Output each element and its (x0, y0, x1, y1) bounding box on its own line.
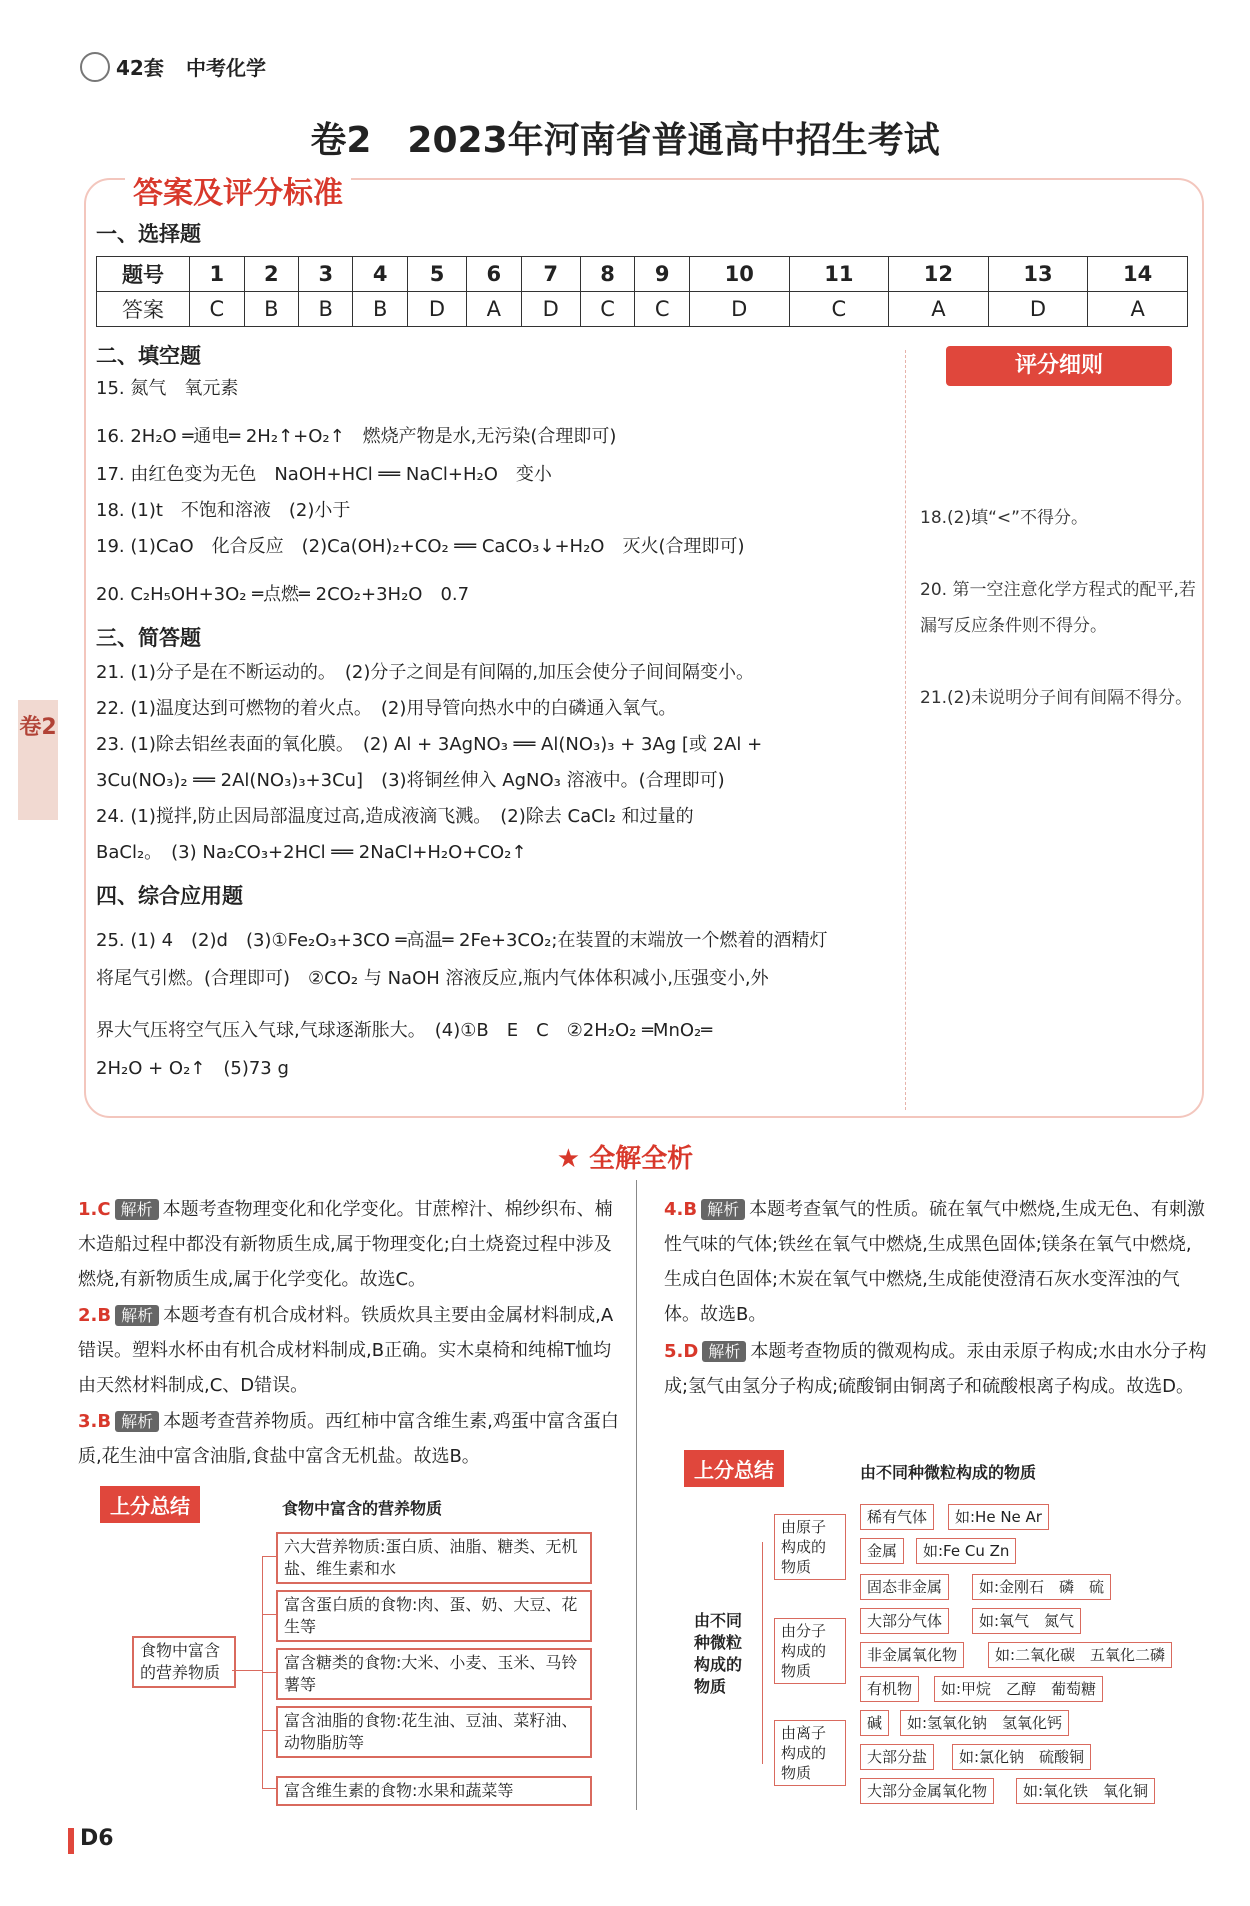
answer-line: 21. (1)分子是在不断运动的。 (2)分子之间是有间隔的,加压会使分子间间隔变小。 (96, 662, 755, 683)
mindmap-leaf: 如:甲烷 乙醇 葡萄糖 (934, 1676, 1103, 1702)
mindmap-leaf: 金属 (860, 1538, 904, 1564)
table-label: 题号 (97, 257, 190, 292)
section-choice: 一、选择题 (96, 222, 201, 246)
header-subject: 中考化学 (186, 56, 266, 80)
answer-line: 界大气压将空气压入气球,气球逐渐胀大。 (4)①B E C ②2H₂O₂ ═MnO₂═ (96, 1020, 713, 1041)
mindmap-leaf: 大部分气体 (860, 1608, 949, 1634)
mindmap-root: 食物中富含的营养物质 (132, 1636, 236, 1688)
section-short: 三、简答题 (96, 626, 201, 650)
analysis-title: ★ 全解全析 (556, 1144, 694, 1174)
mindmap-leaf: 碱 (860, 1710, 889, 1736)
page-title: 卷2 2023年河南省普通高中招生考试 (310, 120, 940, 161)
answer-line: 25. (1) 4 (2)d (3)①Fe₂O₃+3CO ═高温═ 2Fe+3CO₂;在装置的末端放一个燃着的酒精灯 (96, 930, 828, 951)
analysis-item: 5.D 解析 本题考查物质的微观构成。汞由汞原子构成;水由水分子构成;氢气由氢分子构成;硫酸铜由铜离子和硫酸根离子构成。故选D。 (664, 1341, 1207, 1397)
mindmap-leaf: 如:He Ne Ar (948, 1504, 1049, 1530)
mindmap-leaf: 如:氧气 氮气 (972, 1608, 1081, 1634)
answer-line: 16. 2H₂O ═通电═ 2H₂↑+O₂↑ 燃烧产物是水,无污染(合理即可) (96, 426, 617, 447)
answer-line: 17. 由红色变为无色 NaOH+HCl ══ NaCl+H₂O 变小 (96, 464, 552, 485)
table-row: 题号 1 2 3 4 5 6 7 8 9 10 11 12 13 14 (97, 257, 1188, 292)
mindmap-group: 由分子构成的物质 (774, 1618, 846, 1684)
answer-line: 23. (1)除去铝丝表面的氧化膜。 (2) Al + 3AgNO₃ ══ Al(NO₃)₃ + 3Ag [或 2Al + (96, 734, 763, 755)
analysis-item: 3.B 解析 本题考查营养物质。西红柿中富含维生素,鸡蛋中富含蛋白质,花生油中富含油脂,食盐中富含无机盐。故选B。 (78, 1411, 619, 1467)
answers-title: 答案及评分标准 (125, 168, 351, 212)
mindmap-leaf: 如:Fe Cu Zn (916, 1538, 1016, 1564)
mindmap-leaf: 稀有气体 (860, 1504, 934, 1530)
mindmap-node: 富含维生素的食物:水果和蔬菜等 (276, 1776, 592, 1806)
scoring-note: 20. 第一空注意化学方程式的配平,若漏写反应条件则不得分。 (920, 580, 1196, 636)
mindmap-node: 六大营养物质:蛋白质、油脂、糖类、无机盐、维生素和水 (276, 1532, 592, 1584)
answer-line: 将尾气引燃。(合理即可) ②CO₂ 与 NaOH 溶液反应,瓶内气体体积减小,压强变小,外 (96, 968, 769, 989)
section-fill: 二、填空题 (96, 344, 201, 368)
mindmap-title: 由不同种微粒构成的物质 (860, 1463, 1037, 1482)
star-icon: ★ (556, 1144, 590, 1174)
column-divider (905, 350, 906, 1110)
mindmap-node: 富含蛋白质的食物:肉、蛋、奶、大豆、花生等 (276, 1590, 592, 1642)
section-comprehensive: 四、综合应用题 (96, 884, 243, 908)
mindmap-leaf: 非金属氧化物 (860, 1642, 964, 1668)
table-row: 答案 C B B B D A D C C D C A D A (97, 292, 1188, 327)
answer-line: 15. 氮气 氧元素 (96, 378, 239, 399)
book-logo-icon (80, 52, 110, 82)
table-label: 答案 (97, 292, 190, 327)
mindmap-group: 由离子构成的物质 (774, 1720, 846, 1786)
mindmap-leaf: 如:氧化铁 氧化铜 (1016, 1778, 1155, 1804)
mindmap-root: 由不同种微粒构成的物质 (694, 1611, 743, 1696)
mindmap-leaf: 有机物 (860, 1676, 919, 1702)
mindmap-title: 食物中富含的营养物质 (282, 1499, 443, 1518)
mindmap-leaf: 如:氯化钠 硫酸铜 (952, 1744, 1091, 1770)
mindmap-leaf: 固态非金属 (860, 1574, 949, 1600)
mindmap-node: 富含油脂的食物:花生油、豆油、菜籽油、动物脂肪等 (276, 1706, 592, 1758)
mindmap-node: 富含糖类的食物:大米、小麦、玉米、马铃薯等 (276, 1648, 592, 1700)
answer-line: 18. (1)t 不饱和溶液 (2)小于 (96, 500, 351, 521)
answer-line: 24. (1)搅拌,防止因局部温度过高,造成液滴飞溅。 (2)除去 CaCl₂ 和过量的 (96, 806, 694, 827)
summary-tag: 上分总结 (100, 1486, 200, 1523)
mindmap-leaf: 如:氢氧化钠 氢氧化钙 (900, 1710, 1069, 1736)
answer-line: 22. (1)温度达到可燃物的着火点。 (2)用导管向热水中的白磷通入氧气。 (96, 698, 677, 719)
analysis-item: 1.C 解析 本题考查物理变化和化学变化。甘蔗榨汁、棉纱织布、楠木造船过程中都没有新物质生成,属于物理变化;白土烧瓷过程中涉及燃烧,有新物质生成,属于化学变化。故选C。 (78, 1199, 613, 1290)
answer-line: 20. C₂H₅OH+3O₂ ═点燃═ 2CO₂+3H₂O 0.7 (96, 584, 470, 605)
answer-line: BaCl₂。 (3) Na₂CO₃+2HCl ══ 2NaCl+H₂O+CO₂↑ (96, 842, 527, 863)
answer-line: 2H₂O + O₂↑ (5)73 g (96, 1058, 289, 1079)
mindmap-leaf: 如:金刚石 磷 硫 (972, 1574, 1111, 1600)
scoring-note: 21.(2)未说明分子间有间隔不得分。 (920, 688, 1193, 708)
mindmap-leaf: 如:二氧化碳 五氧化二磷 (988, 1642, 1172, 1668)
summary-tag: 上分总结 (684, 1450, 784, 1487)
choice-answer-table (96, 256, 1188, 327)
side-tab: 卷2 (18, 700, 58, 820)
mindmap-leaf: 大部分盐 (860, 1744, 934, 1770)
page-number-mark (68, 1828, 74, 1854)
analysis-item: 4.B 解析 本题考查氧气的性质。硫在氧气中燃烧,生成无色、有刺激性气味的气体;铁丝在氧气中燃烧,生成黑色固体;镁条在氧气中燃烧,生成白色固体;木炭在氧气中燃烧,生成能使澄清石灰水变浑浊的气体。故选B。 (664, 1199, 1205, 1325)
scoring-note: 18.(2)填“<”不得分。 (920, 508, 1088, 528)
analysis-item: 2.B 解析 本题考查有机合成材料。铁质炊具主要由金属材料制成,A错误。塑料水杯由有机合成材料制成,B正确。实木桌椅和纯棉T恤均由天然材料制成,C、D错误。 (78, 1305, 614, 1396)
answer-line: 3Cu(NO₃)₂ ══ 2Al(NO₃)₃+3Cu] (3)将铜丝伸入 AgNO₃ 溶液中。(合理即可) (96, 770, 725, 791)
analysis-divider (636, 1180, 637, 1810)
scoring-tag: 评分细则 (946, 346, 1172, 386)
mindmap-group: 由原子构成的物质 (774, 1514, 846, 1580)
header-set-count: 42套 (116, 56, 164, 80)
page-number: D6 (80, 1826, 114, 1851)
answer-line: 19. (1)CaO 化合反应 (2)Ca(OH)₂+CO₂ ══ CaCO₃↓+H₂O 灭火(合理即可) (96, 536, 745, 557)
mindmap-leaf: 大部分金属氧化物 (860, 1778, 994, 1804)
